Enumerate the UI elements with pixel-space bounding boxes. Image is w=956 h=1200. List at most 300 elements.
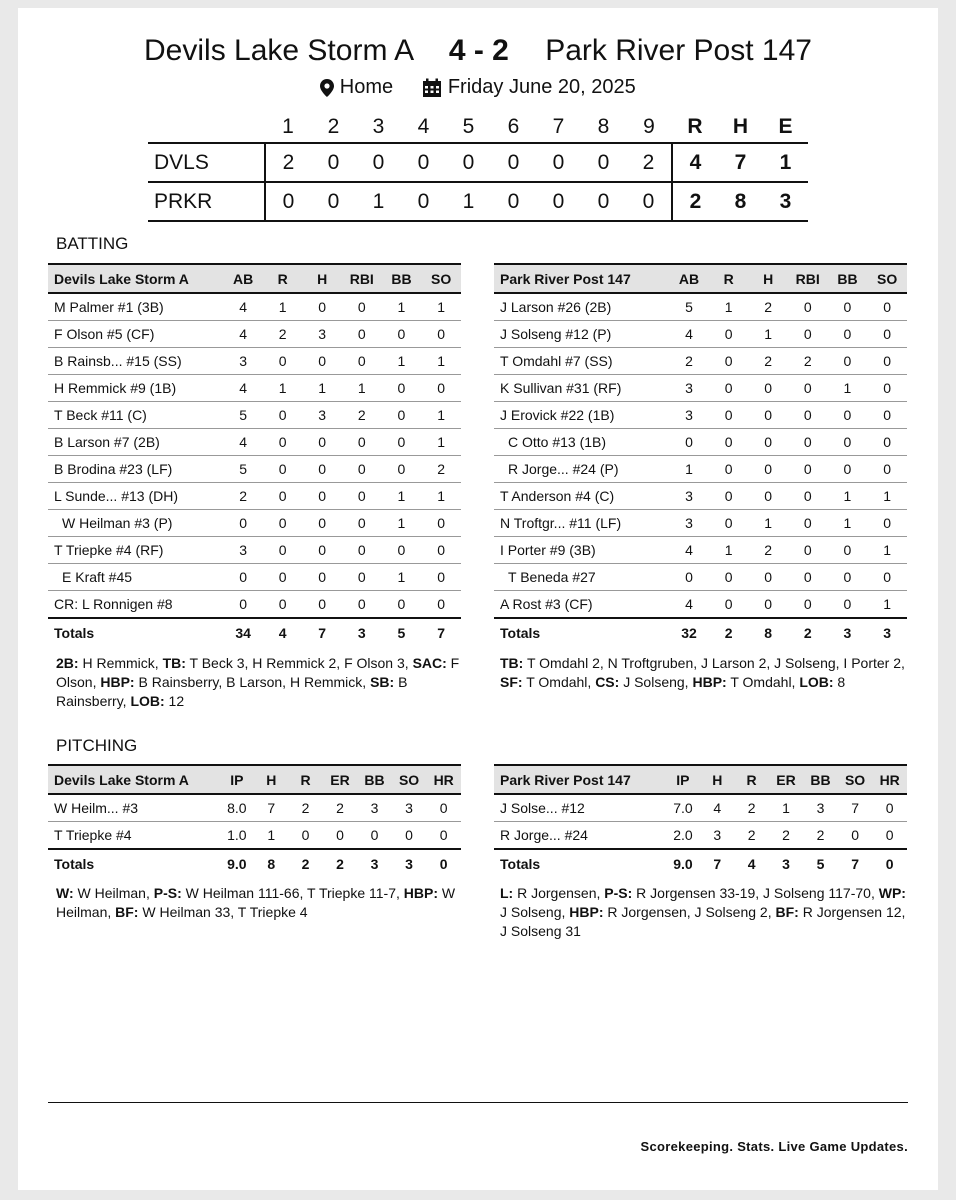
stat-column-header: BB: [391, 270, 412, 287]
stat-cell: 1: [254, 822, 288, 850]
inning-header: 8: [597, 115, 610, 138]
box-score-page: [18, 8, 938, 1190]
stat-cell: 0: [788, 429, 828, 456]
note-key: LOB:: [130, 693, 165, 709]
stat-cell: 0: [828, 293, 868, 321]
stat-column-header: SO: [844, 771, 866, 788]
stat-cell: 2: [263, 321, 302, 348]
player-name: E Kraft #45: [48, 564, 223, 591]
note-key: TB:: [162, 655, 186, 671]
inning-runs: 0: [265, 182, 311, 221]
stat-cell: 0: [382, 321, 422, 348]
stat-cell: 0: [342, 429, 382, 456]
stat-cell: 3: [803, 794, 838, 822]
player-name: T Beneda #27: [494, 564, 669, 591]
stat-cell: 8.0: [220, 794, 255, 822]
note-value: R Jorgensen 12, J Solseng 31: [500, 904, 906, 939]
stat-cell: 1: [867, 537, 907, 564]
stat-column-header: BB: [810, 771, 831, 788]
stat-cell: 1: [302, 375, 341, 402]
stat-cell: 4: [669, 591, 709, 619]
totals-cell: 2: [288, 849, 322, 878]
stat-cell: 0: [421, 564, 461, 591]
stat-column-header: RBI: [349, 270, 374, 287]
stat-column-header: H: [317, 270, 328, 287]
note-value: T Omdahl,: [726, 674, 800, 690]
note-key: L:: [500, 885, 514, 901]
home-pitching-notes: [500, 884, 910, 941]
note-key: WP:: [878, 885, 906, 901]
stat-cell: 0: [828, 402, 868, 429]
player-name: J Larson #26 (2B): [494, 293, 669, 321]
note-key: LOB:: [799, 674, 834, 690]
stat-cell: 0: [709, 429, 749, 456]
note-value: F Olson,: [56, 655, 460, 690]
stat-cell: 0: [788, 402, 828, 429]
stat-cell: 0: [867, 321, 907, 348]
stat-cell: 0: [828, 591, 868, 619]
stat-cell: 3: [669, 510, 709, 537]
stat-column-header: R: [723, 270, 734, 287]
line-score-table: [148, 112, 808, 222]
stat-cell: 0: [709, 402, 749, 429]
totals-cell: 4: [263, 618, 302, 647]
stat-cell: 0: [302, 537, 341, 564]
totals-cell: 3: [392, 849, 427, 878]
stats-header-row: [48, 765, 461, 794]
stat-cell: 0: [342, 537, 382, 564]
inning-runs: 0: [597, 150, 610, 174]
stat-cell: 0: [302, 429, 341, 456]
player-name: R Jorge... #24: [494, 822, 666, 850]
stat-cell: 0: [342, 321, 382, 348]
stat-cell: 0: [867, 375, 907, 402]
stat-cell: 3: [223, 348, 263, 375]
player-name: K Sullivan #31 (RF): [494, 375, 669, 402]
stat-cell: 1: [421, 348, 461, 375]
stat-cell: 0: [382, 375, 422, 402]
stat-cell: 0: [788, 456, 828, 483]
stat-cell: 2: [748, 348, 788, 375]
totals-cell: 3: [342, 618, 382, 647]
stat-cell: 0: [828, 537, 868, 564]
home-pitching-table: [494, 764, 907, 878]
player-row: [494, 402, 907, 429]
totals-cell: 7: [838, 849, 873, 878]
stat-cell: 0: [263, 483, 302, 510]
player-name: C Otto #13 (1B): [494, 429, 669, 456]
line-score-header: [148, 112, 808, 143]
totals-cell: 3: [867, 618, 907, 647]
totals-cell: 0: [872, 849, 907, 878]
line-score-row: [148, 182, 808, 221]
stat-cell: 1: [828, 510, 868, 537]
stat-cell: 5: [223, 402, 263, 429]
note-key: SF:: [500, 674, 523, 690]
stat-cell: 0: [421, 510, 461, 537]
totals-cell: 7: [700, 849, 734, 878]
stat-cell: 4: [223, 429, 263, 456]
stat-cell: 0: [828, 456, 868, 483]
stat-cell: 1: [342, 375, 382, 402]
stat-cell: 0: [788, 564, 828, 591]
stat-cell: 0: [302, 483, 341, 510]
footer-tagline: Scorekeeping. Stats. Live Game Updates.: [640, 1139, 908, 1154]
player-name: T Anderson #4 (C): [494, 483, 669, 510]
player-row: [494, 429, 907, 456]
stat-cell: 1: [709, 537, 749, 564]
stat-cell: 0: [669, 429, 709, 456]
stat-cell: 0: [788, 510, 828, 537]
stat-cell: 1: [421, 293, 461, 321]
totals-cell: 32: [669, 618, 709, 647]
stat-cell: 1: [421, 483, 461, 510]
stat-cell: 2: [342, 402, 382, 429]
player-row: [48, 794, 461, 822]
player-name: N Troftgr... #11 (LF): [494, 510, 669, 537]
stat-cell: 0: [788, 537, 828, 564]
stat-cell: 0: [867, 510, 907, 537]
player-name: M Palmer #1 (3B): [48, 293, 223, 321]
away-pitching-notes: [56, 884, 466, 922]
inning-runs: 0: [327, 189, 340, 213]
player-name: W Heilm... #3: [48, 794, 220, 822]
stat-cell: 4: [669, 537, 709, 564]
inning-header: 4: [417, 115, 430, 138]
total-runs: 2: [672, 182, 718, 221]
note-key: SB:: [370, 674, 395, 690]
stat-cell: 0: [382, 429, 422, 456]
player-row: [48, 822, 461, 850]
inning-runs: 0: [642, 189, 655, 213]
note-value: B Rainsberry,: [56, 674, 408, 709]
stat-cell: 0: [223, 564, 263, 591]
stat-cell: 4: [223, 321, 263, 348]
stat-cell: 0: [263, 429, 302, 456]
stat-cell: 3: [357, 794, 392, 822]
stat-cell: 0: [382, 402, 422, 429]
stat-cell: 2: [803, 822, 838, 850]
stat-cell: 2: [748, 293, 788, 321]
totals-cell: 0: [426, 849, 461, 878]
errors-header: E: [778, 115, 793, 138]
batting-section-title: BATTING: [56, 234, 129, 253]
stat-cell: 0: [342, 293, 382, 321]
stat-cell: 0: [872, 794, 907, 822]
stat-cell: 2: [748, 537, 788, 564]
stat-cell: 0: [421, 537, 461, 564]
note-key: CS:: [595, 674, 620, 690]
home-batting-table: [494, 263, 907, 647]
note-key: P-S:: [153, 885, 182, 901]
stat-cell: 0: [709, 375, 749, 402]
stat-cell: 1: [748, 321, 788, 348]
player-row: [494, 375, 907, 402]
stat-cell: 1: [748, 510, 788, 537]
stat-cell: 0: [828, 564, 868, 591]
inning-runs: 0: [507, 189, 520, 213]
note-value: R Jorgensen,: [513, 885, 605, 901]
stat-cell: 0: [838, 822, 873, 850]
totals-cell: 8: [254, 849, 288, 878]
stat-cell: 0: [342, 510, 382, 537]
stat-cell: 1: [382, 483, 422, 510]
stat-column-header: BB: [837, 270, 858, 287]
totals-cell: 5: [382, 618, 422, 647]
stat-cell: 0: [748, 456, 788, 483]
player-name: A Rost #3 (CF): [494, 591, 669, 619]
inning-runs: 0: [327, 150, 340, 174]
total-errors: 1: [779, 150, 792, 174]
away-batting-table: [48, 263, 461, 647]
stat-cell: 0: [382, 537, 422, 564]
inning-runs: 1: [462, 189, 475, 213]
player-row: [48, 429, 461, 456]
inning-runs: 1: [372, 189, 385, 213]
stat-cell: 0: [382, 456, 422, 483]
stat-cell: 0: [709, 483, 749, 510]
player-row: [494, 321, 907, 348]
player-row: [494, 794, 907, 822]
player-name: B Rainsb... #15 (SS): [48, 348, 223, 375]
player-row: [494, 293, 907, 321]
stat-cell: 2: [223, 483, 263, 510]
away-batting-notes: [56, 654, 466, 711]
stat-cell: 0: [709, 591, 749, 619]
note-key: 2B:: [56, 655, 79, 671]
stat-cell: 0: [421, 591, 461, 619]
inning-runs: 0: [417, 189, 430, 213]
stat-cell: 4: [700, 794, 734, 822]
note-key: TB:: [500, 655, 524, 671]
totals-cell: 8: [748, 618, 788, 647]
player-row: [494, 591, 907, 619]
total-runs: 4: [672, 143, 718, 182]
stat-cell: 0: [828, 429, 868, 456]
note-value: 12: [164, 693, 185, 709]
totals-cell: 4: [734, 849, 768, 878]
totals-cell: 3: [357, 849, 392, 878]
stat-cell: 0: [263, 510, 302, 537]
totals-label: Totals: [494, 618, 669, 647]
stat-cell: 0: [357, 822, 392, 850]
stat-cell: 3: [302, 321, 341, 348]
stat-cell: 3: [669, 483, 709, 510]
stat-cell: 3: [669, 402, 709, 429]
player-row: [494, 456, 907, 483]
stat-column-header: AB: [232, 270, 254, 287]
stat-cell: 1: [421, 402, 461, 429]
stat-cell: 0: [709, 348, 749, 375]
stat-cell: 1: [421, 429, 461, 456]
player-name: J Solseng #12 (P): [494, 321, 669, 348]
stat-cell: 1: [263, 293, 302, 321]
stat-cell: 0: [263, 591, 302, 619]
home-batting-notes: [500, 654, 910, 692]
stat-cell: 0: [392, 822, 427, 850]
totals-cell: 5: [803, 849, 838, 878]
note-value: 8: [833, 674, 846, 690]
stat-cell: 0: [748, 375, 788, 402]
totals-cell: 3: [769, 849, 804, 878]
hits-header: H: [732, 115, 749, 138]
stat-cell: 0: [867, 564, 907, 591]
stat-cell: 0: [788, 591, 828, 619]
stat-cell: 0: [342, 564, 382, 591]
stat-column-header: BB: [364, 771, 385, 788]
totals-row: [48, 849, 461, 878]
game-date: Friday June 20, 2025: [447, 76, 636, 99]
stat-cell: 2: [769, 822, 804, 850]
note-key: HBP:: [569, 904, 604, 920]
stat-cell: 0: [342, 456, 382, 483]
runs-header: R: [687, 115, 703, 138]
stat-column-header: HR: [879, 771, 900, 788]
totals-label: Totals: [494, 849, 666, 878]
player-name: T Triepke #4: [48, 822, 220, 850]
stat-cell: 0: [709, 510, 749, 537]
totals-cell: 7: [421, 618, 461, 647]
stat-cell: 0: [748, 429, 788, 456]
stat-cell: 0: [867, 293, 907, 321]
stat-column-header: H: [763, 270, 774, 287]
total-hits: 7: [734, 150, 747, 174]
note-key: SAC:: [412, 655, 447, 671]
stat-cell: 1: [382, 293, 422, 321]
game-header: [18, 34, 938, 68]
totals-cell: 3: [828, 618, 868, 647]
location-pin-icon: [320, 79, 334, 97]
inning-header: 7: [552, 115, 565, 138]
inning-runs: 2: [265, 143, 311, 182]
line-score-row: [148, 143, 808, 182]
stat-cell: 0: [302, 510, 341, 537]
team-header: Park River Post 147: [500, 270, 631, 287]
stat-cell: 0: [382, 591, 422, 619]
stat-cell: 0: [323, 822, 358, 850]
stat-cell: 0: [426, 822, 461, 850]
note-key: BF:: [775, 904, 799, 920]
note-value: W Heilman,: [56, 885, 456, 920]
stat-cell: 0: [421, 321, 461, 348]
stat-cell: 2: [788, 348, 828, 375]
inning-runs: 2: [642, 150, 655, 174]
stat-cell: 0: [302, 564, 341, 591]
stat-column-header: R: [300, 771, 311, 788]
inning-runs: 0: [417, 150, 430, 174]
note-value: T Beck 3, H Remmick 2, F Olson 3,: [185, 655, 413, 671]
totals-cell: 9.0: [220, 849, 255, 878]
player-name: T Omdahl #7 (SS): [494, 348, 669, 375]
stat-cell: 0: [788, 293, 828, 321]
totals-cell: 9.0: [666, 849, 701, 878]
totals-cell: 34: [223, 618, 263, 647]
player-row: [48, 537, 461, 564]
stat-cell: 0: [288, 822, 322, 850]
stat-cell: 0: [263, 402, 302, 429]
player-row: [48, 321, 461, 348]
stat-cell: 5: [669, 293, 709, 321]
team-header: Devils Lake Storm A: [54, 270, 189, 287]
footer-divider: [48, 1102, 908, 1103]
player-row: [494, 822, 907, 850]
stat-cell: 3: [223, 537, 263, 564]
player-name: T Beck #11 (C): [48, 402, 223, 429]
stat-column-header: ER: [776, 771, 796, 788]
stat-cell: 0: [342, 348, 382, 375]
stat-cell: 2: [288, 794, 322, 822]
stat-cell: 0: [748, 402, 788, 429]
stat-cell: 2.0: [666, 822, 701, 850]
away-pitching-table: [48, 764, 461, 878]
stat-cell: 0: [867, 402, 907, 429]
note-key: P-S:: [604, 885, 633, 901]
stat-column-header: SO: [431, 270, 452, 287]
player-name: J Erovick #22 (1B): [494, 402, 669, 429]
stat-column-header: IP: [230, 771, 244, 788]
stat-cell: 0: [709, 456, 749, 483]
note-value: R Jorgensen, J Solseng 2,: [603, 904, 776, 920]
totals-cell: 2: [788, 618, 828, 647]
note-value: J Solseng,: [500, 904, 570, 920]
stat-cell: 0: [872, 822, 907, 850]
game-info: [18, 76, 938, 99]
player-name: L Sunde... #13 (DH): [48, 483, 223, 510]
stat-column-header: R: [746, 771, 757, 788]
player-row: [494, 510, 907, 537]
stat-cell: 0: [788, 375, 828, 402]
stat-cell: 0: [788, 321, 828, 348]
stat-cell: 0: [302, 293, 341, 321]
stat-cell: 1.0: [220, 822, 255, 850]
stat-column-header: ER: [330, 771, 350, 788]
final-score: 4 - 2: [448, 34, 509, 67]
inning-runs: 0: [462, 150, 475, 174]
total-errors: 3: [779, 189, 792, 213]
stat-cell: 1: [709, 293, 749, 321]
totals-row: [494, 618, 907, 647]
stat-column-header: RBI: [795, 270, 820, 287]
stat-column-header: SO: [398, 771, 420, 788]
inning-runs: 0: [552, 189, 565, 213]
stat-cell: 7: [838, 794, 873, 822]
inning-runs: 0: [597, 189, 610, 213]
note-key: HBP:: [692, 674, 727, 690]
inning-header: 5: [462, 115, 475, 138]
note-key: HBP:: [403, 885, 439, 901]
stat-cell: 0: [748, 591, 788, 619]
note-value: W Heilman,: [73, 885, 154, 901]
player-row: [48, 483, 461, 510]
stat-cell: 1: [382, 510, 422, 537]
stat-cell: 0: [263, 456, 302, 483]
pitching-section-title: PITCHING: [56, 736, 138, 755]
stat-cell: 7: [254, 794, 288, 822]
player-row: [48, 293, 461, 321]
stat-cell: 3: [669, 375, 709, 402]
inning-header: 1: [282, 115, 294, 138]
stat-cell: 0: [223, 591, 263, 619]
note-value: J Solseng,: [619, 674, 693, 690]
player-name: J Solse... #12: [494, 794, 666, 822]
stat-cell: 3: [700, 822, 734, 850]
player-name: I Porter #9 (3B): [494, 537, 669, 564]
line-score-team: DVLS: [154, 150, 209, 174]
totals-row: [494, 849, 907, 878]
stat-cell: 3: [392, 794, 427, 822]
player-name: R Jorge... #24 (P): [494, 456, 669, 483]
stat-cell: 1: [382, 564, 422, 591]
